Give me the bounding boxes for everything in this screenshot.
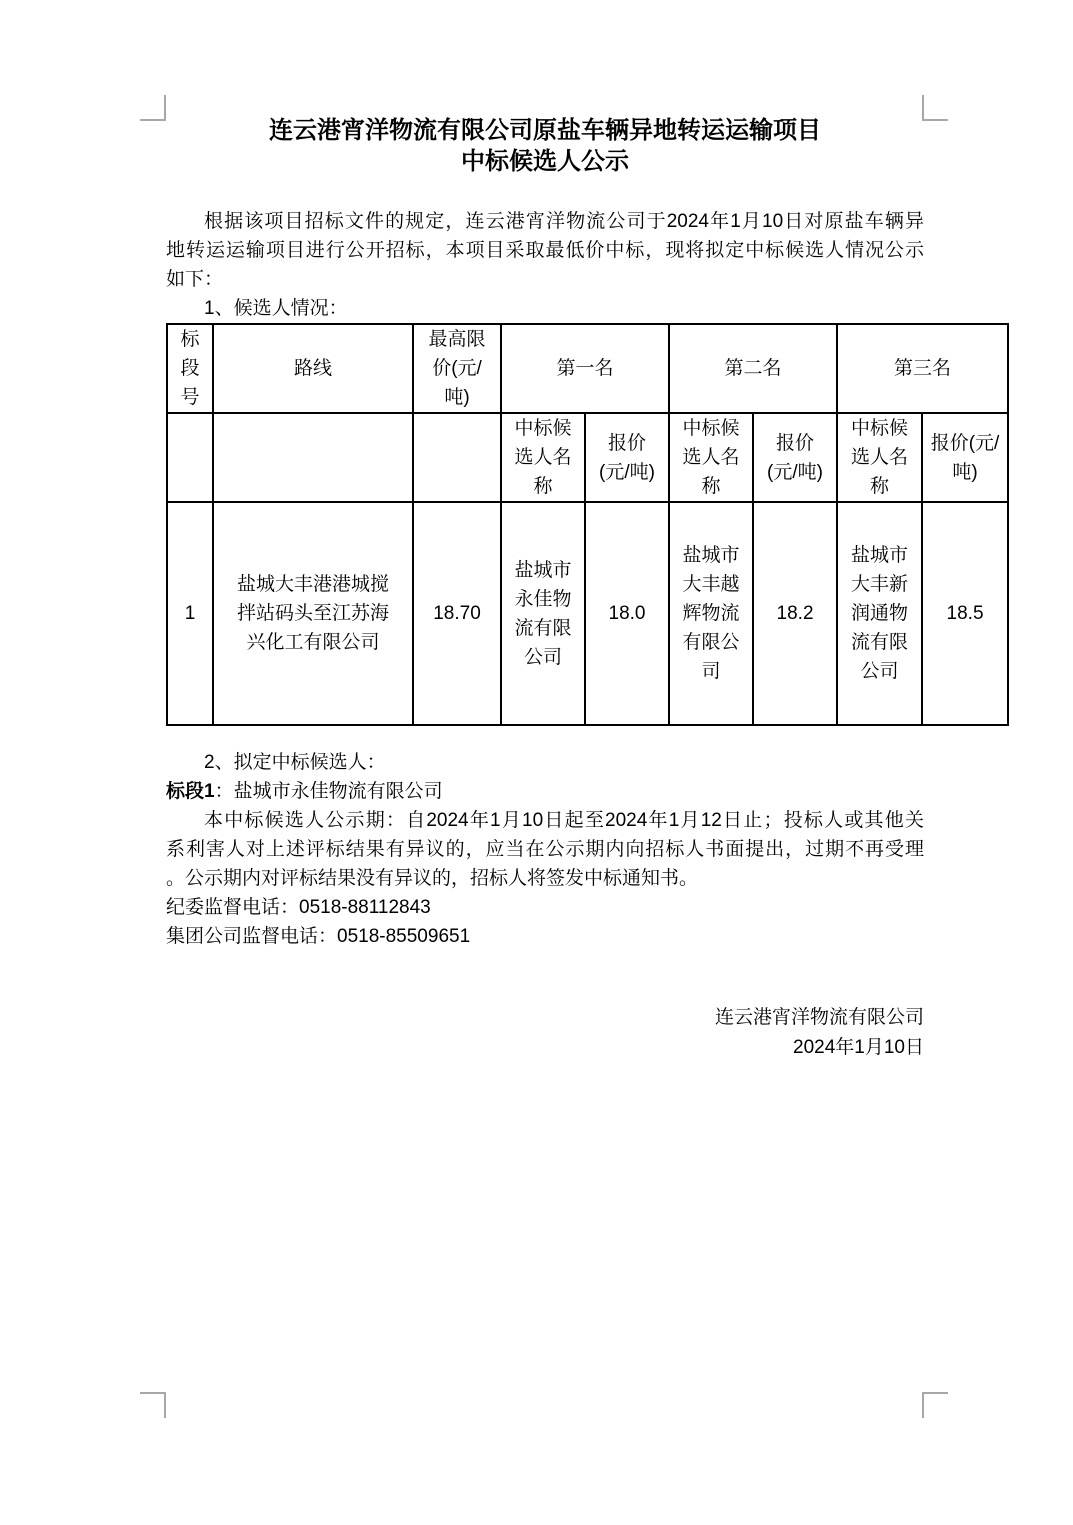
section2-label: 2、拟定中标候选人： — [204, 752, 386, 773]
signature-company: 连云港宵洋物流有限公司 — [714, 1007, 924, 1028]
award-section-prefix: 标段1 — [166, 781, 215, 802]
header-quote-3: 报价(元/吨) — [922, 413, 1008, 502]
header-bid-section-no: 标段号 — [167, 324, 213, 413]
notice-line: 。公示期内对评标结果没有异议的，招标人将签发中标通知书。 — [166, 868, 699, 889]
cell-rank3-quote: 18.5 — [922, 502, 1008, 725]
document-content — [166, 0, 1000, 1063]
header-candidate-name-3: 中标候选人名称 — [837, 413, 922, 502]
cell-rank2-quote: 18.2 — [753, 502, 837, 725]
header-candidate-name-2: 中标候选人名称 — [669, 413, 753, 502]
cell-bid-section-no: 1 — [167, 502, 213, 725]
group-phone-label: 集团公司监督电话： — [166, 926, 338, 947]
candidates-table — [166, 323, 1009, 726]
empty-cell — [213, 413, 413, 502]
award-separator: ： — [214, 781, 234, 802]
empty-cell — [413, 413, 501, 502]
cell-rank2-name: 盐城市大丰越辉物流有限公司 — [669, 502, 753, 725]
discipline-phone-line — [166, 893, 924, 922]
title-line-1: 连云港宵洋物流有限公司原盐车辆异地转运运输项目 — [269, 117, 821, 144]
notice-line: 本中标候选人公示期：自2024年1月10日起至2024年1月12日止；投标人或其他关 — [204, 810, 924, 831]
header-max-price: 最高限价(元/吨) — [413, 324, 501, 413]
document-title — [166, 115, 924, 177]
discipline-phone-label: 纪委监督电话： — [166, 897, 300, 918]
crop-mark-bottom-left-icon — [140, 1392, 166, 1418]
cell-rank1-name: 盐城市永佳物流有限公司 — [501, 502, 585, 725]
table-header-row-2 — [167, 413, 1008, 502]
cell-rank3-name: 盐城市大丰新润通物流有限公司 — [837, 502, 922, 725]
intro-line: 地转运运输项目进行公开招标，本项目采取最低价中标，现将拟定中标候选人情况公示 — [166, 240, 924, 261]
table-row — [167, 502, 1008, 725]
award-line — [166, 777, 924, 806]
header-candidate-name-1: 中标候选人名称 — [501, 413, 585, 502]
cell-max-price: 18.70 — [413, 502, 501, 725]
cell-route: 盐城大丰港港城搅拌站码头至江苏海兴化工有限公司 — [213, 502, 413, 725]
cell-rank1-quote: 18.0 — [585, 502, 669, 725]
header-rank2: 第二名 — [669, 324, 837, 413]
group-phone-line — [166, 922, 924, 951]
header-rank1: 第一名 — [501, 324, 669, 413]
header-route: 路线 — [213, 324, 413, 413]
section1-label: 1、候选人情况： — [204, 298, 348, 319]
crop-mark-bottom-right-icon — [922, 1392, 948, 1418]
discipline-phone-number: 0518-88112843 — [299, 897, 431, 918]
signature-block — [166, 1003, 924, 1063]
signature-date: 2024年1月10日 — [793, 1037, 924, 1058]
intro-paragraph — [166, 207, 924, 294]
intro-line: 根据该项目招标文件的规定，连云港宵洋物流公司于2024年1月10日对原盐车辆异 — [204, 211, 924, 232]
empty-cell — [167, 413, 213, 502]
crop-mark-top-left-icon — [140, 95, 166, 121]
notice-paragraph — [166, 806, 924, 893]
table-header-row-1 — [167, 324, 1008, 413]
award-company: 盐城市永佳物流有限公司 — [233, 781, 443, 802]
notice-line: 系利害人对上述评标结果有异议的，应当在公示期内向招标人书面提出，过期不再受理 — [166, 839, 924, 860]
crop-mark-top-right-icon — [922, 95, 948, 121]
intro-line: 如下： — [166, 269, 224, 290]
header-quote-1: 报价(元/吨) — [585, 413, 669, 502]
group-phone-number: 0518-85509651 — [337, 926, 471, 947]
header-rank3: 第三名 — [837, 324, 1008, 413]
header-quote-2: 报价(元/吨) — [753, 413, 837, 502]
title-line-2: 中标候选人公示 — [461, 148, 629, 175]
